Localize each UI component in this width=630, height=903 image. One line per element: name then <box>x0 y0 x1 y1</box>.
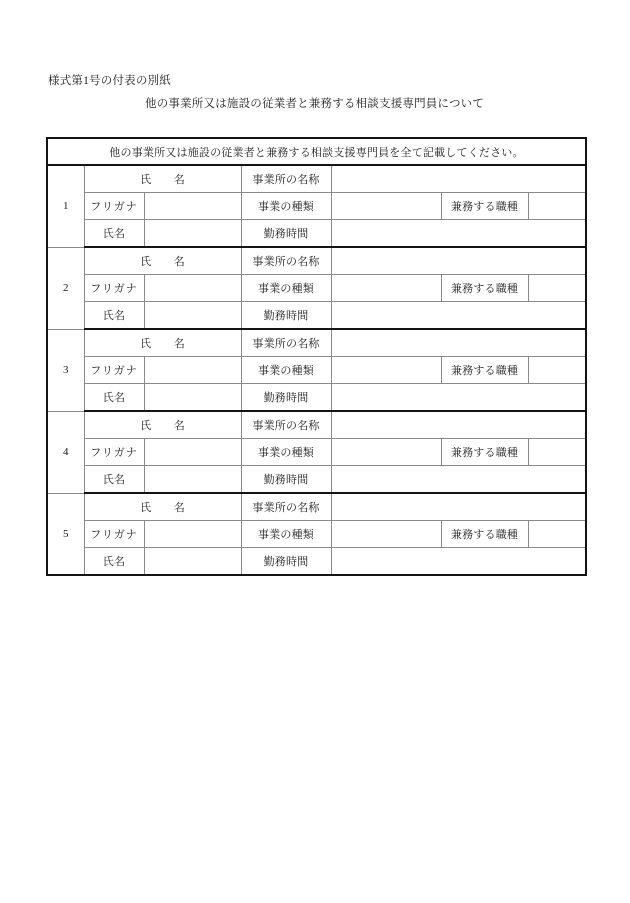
entry-row-name <box>47 493 586 521</box>
label-working-hours: 勤務時間 <box>241 220 331 248</box>
label-business-type: 事業の種類 <box>241 521 331 548</box>
table-header-row <box>47 138 586 165</box>
label-concurrent-job-type: 兼務する職種 <box>441 521 528 548</box>
input-name[interactable] <box>144 466 241 494</box>
entry-row-name <box>47 411 586 439</box>
label-name-heading: 氏 名 <box>84 329 241 357</box>
input-furigana[interactable] <box>144 357 241 384</box>
table-instruction-header: 他の事業所又は施設の従業者と兼務する相談支援専門員を全て記載してください。 <box>47 138 586 165</box>
input-office-name[interactable] <box>331 493 586 521</box>
concurrent-staff-table <box>46 137 587 576</box>
entry-row-fullname <box>47 302 586 330</box>
label-concurrent-job-type: 兼務する職種 <box>441 357 528 384</box>
input-concurrent-job-type[interactable] <box>528 275 586 302</box>
input-concurrent-job-type[interactable] <box>528 439 586 466</box>
input-name[interactable] <box>144 220 241 248</box>
input-office-name[interactable] <box>331 165 586 193</box>
input-business-type[interactable] <box>331 439 441 466</box>
input-business-type[interactable] <box>331 521 441 548</box>
input-concurrent-job-type[interactable] <box>528 193 586 220</box>
label-name-heading: 氏 名 <box>84 247 241 275</box>
label-office-name: 事業所の名称 <box>241 247 331 275</box>
label-furigana: フリガナ <box>84 357 144 384</box>
label-furigana: フリガナ <box>84 439 144 466</box>
input-concurrent-job-type[interactable] <box>528 521 586 548</box>
input-office-name[interactable] <box>331 411 586 439</box>
entry-row-fullname <box>47 384 586 412</box>
input-name[interactable] <box>144 384 241 412</box>
entry-number-cell: 4 <box>47 411 84 493</box>
input-name[interactable] <box>144 548 241 576</box>
label-concurrent-job-type: 兼務する職種 <box>441 193 528 220</box>
entry-row-fullname <box>47 548 586 576</box>
entry-row-fullname <box>47 466 586 494</box>
input-name[interactable] <box>144 302 241 330</box>
label-working-hours: 勤務時間 <box>241 384 331 412</box>
label-working-hours: 勤務時間 <box>241 302 331 330</box>
label-business-type: 事業の種類 <box>241 193 331 220</box>
entry-row-furigana <box>47 193 586 220</box>
label-business-type: 事業の種類 <box>241 439 331 466</box>
label-name-heading: 氏 名 <box>84 493 241 521</box>
label-office-name: 事業所の名称 <box>241 329 331 357</box>
input-furigana[interactable] <box>144 521 241 548</box>
label-office-name: 事業所の名称 <box>241 165 331 193</box>
input-business-type[interactable] <box>331 193 441 220</box>
entry-row-name <box>47 165 586 193</box>
label-office-name: 事業所の名称 <box>241 411 331 439</box>
label-furigana: フリガナ <box>84 193 144 220</box>
entry-row-name <box>47 329 586 357</box>
entry-number-cell: 3 <box>47 329 84 411</box>
input-furigana[interactable] <box>144 439 241 466</box>
label-name-heading: 氏 名 <box>84 165 241 193</box>
label-business-type: 事業の種類 <box>241 357 331 384</box>
label-concurrent-job-type: 兼務する職種 <box>441 275 528 302</box>
entry-row-name <box>47 247 586 275</box>
label-name: 氏名 <box>84 548 144 576</box>
entry-number-cell: 5 <box>47 493 84 575</box>
label-name: 氏名 <box>84 466 144 494</box>
label-name: 氏名 <box>84 384 144 412</box>
entry-number-cell: 2 <box>47 247 84 329</box>
label-name: 氏名 <box>84 220 144 248</box>
entry-row-furigana <box>47 275 586 302</box>
entry-row-furigana <box>47 439 586 466</box>
input-working-hours[interactable] <box>331 466 586 494</box>
page-title: 他の事業所又は施設の従業者と兼務する相談支援専門員について <box>145 98 485 110</box>
input-office-name[interactable] <box>331 247 586 275</box>
entry-row-furigana <box>47 521 586 548</box>
input-business-type[interactable] <box>331 357 441 384</box>
label-furigana: フリガナ <box>84 275 144 302</box>
input-office-name[interactable] <box>331 329 586 357</box>
input-furigana[interactable] <box>144 275 241 302</box>
input-business-type[interactable] <box>331 275 441 302</box>
label-working-hours: 勤務時間 <box>241 548 331 576</box>
input-working-hours[interactable] <box>331 548 586 576</box>
label-name-heading: 氏 名 <box>84 411 241 439</box>
label-office-name: 事業所の名称 <box>241 493 331 521</box>
entry-row-furigana <box>47 357 586 384</box>
input-working-hours[interactable] <box>331 302 586 330</box>
form-number-label: 様式第1号の付表の別紙 <box>48 75 171 87</box>
input-concurrent-job-type[interactable] <box>528 357 586 384</box>
input-working-hours[interactable] <box>331 384 586 412</box>
entry-row-fullname <box>47 220 586 248</box>
label-concurrent-job-type: 兼務する職種 <box>441 439 528 466</box>
input-furigana[interactable] <box>144 193 241 220</box>
label-furigana: フリガナ <box>84 521 144 548</box>
label-name: 氏名 <box>84 302 144 330</box>
label-working-hours: 勤務時間 <box>241 466 331 494</box>
input-working-hours[interactable] <box>331 220 586 248</box>
label-business-type: 事業の種類 <box>241 275 331 302</box>
entry-number-cell: 1 <box>47 165 84 247</box>
